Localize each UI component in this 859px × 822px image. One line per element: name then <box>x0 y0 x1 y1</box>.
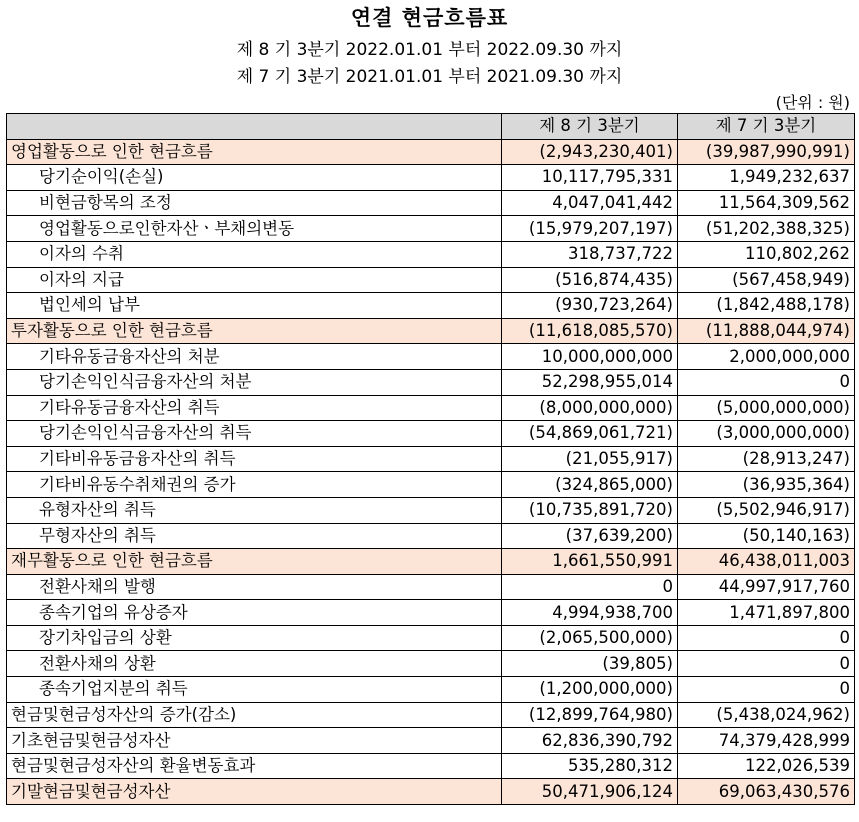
value-current: 50,471,906,124 <box>502 779 678 805</box>
value-prior: (28,913,247) <box>678 446 855 472</box>
table-row <box>7 574 855 600</box>
value-current: 1,661,550,991 <box>502 549 678 575</box>
row-label: 법인세의 납부 <box>7 293 502 319</box>
value-current: (39,805) <box>502 651 678 677</box>
table-row <box>7 651 855 677</box>
value-current: (930,723,264) <box>502 293 678 319</box>
value-current: 62,836,390,792 <box>502 728 678 754</box>
value-current: 535,280,312 <box>502 753 678 779</box>
table-row <box>7 190 855 216</box>
value-current: (21,055,917) <box>502 446 678 472</box>
value-prior: (3,000,000,000) <box>678 421 855 447</box>
table-header-row <box>7 114 855 140</box>
row-label: 기타유동금융자산의 취득 <box>7 395 502 421</box>
value-prior: (51,202,388,325) <box>678 216 855 242</box>
value-prior: 122,026,539 <box>678 753 855 779</box>
table-row <box>7 549 855 575</box>
row-label: 현금및현금성자산의 증가(감소) <box>7 702 502 728</box>
row-label: 이자의 지급 <box>7 267 502 293</box>
value-current: (2,065,500,000) <box>502 625 678 651</box>
table-row <box>7 702 855 728</box>
value-current: 52,298,955,014 <box>502 369 678 395</box>
row-label: 전환사채의 상환 <box>7 651 502 677</box>
value-current: (2,943,230,401) <box>502 139 678 165</box>
row-label: 유형자산의 취득 <box>7 497 502 523</box>
row-label: 투자활동으로 인한 현금흐름 <box>7 318 502 344</box>
row-label: 전환사채의 발행 <box>7 574 502 600</box>
unit-label: (단위 : 원) <box>775 93 850 112</box>
period-prior: 제 7 기 3분기 2021.01.01 부터 2021.09.30 까지 <box>236 67 623 87</box>
table-row <box>7 728 855 754</box>
value-prior: (11,888,044,974) <box>678 318 855 344</box>
value-prior: (5,438,024,962) <box>678 702 855 728</box>
table-row <box>7 165 855 191</box>
value-current: (1,200,000,000) <box>502 677 678 703</box>
value-current: (37,639,200) <box>502 523 678 549</box>
row-label: 기초현금및현금성자산 <box>7 728 502 754</box>
table-row <box>7 395 855 421</box>
row-label: 영업활동으로 인한 현금흐름 <box>7 139 502 165</box>
value-prior: 0 <box>678 677 855 703</box>
row-label: 종속기업의 유상증자 <box>7 600 502 626</box>
row-label: 기타비유동금융자산의 취득 <box>7 446 502 472</box>
table-row <box>7 216 855 242</box>
value-current: (516,874,435) <box>502 267 678 293</box>
row-label: 기타유동금융자산의 처분 <box>7 344 502 370</box>
value-prior: (39,987,990,991) <box>678 139 855 165</box>
value-current: 10,117,795,331 <box>502 165 678 191</box>
value-prior: (1,842,488,178) <box>678 293 855 319</box>
table-row <box>7 267 855 293</box>
row-label: 당기순이익(손실) <box>7 165 502 191</box>
row-label: 비현금항목의 조정 <box>7 190 502 216</box>
row-label: 영업활동으로인한자산ㆍ부채의변동 <box>7 216 502 242</box>
row-label: 장기차입금의 상환 <box>7 625 502 651</box>
value-prior: (36,935,364) <box>678 472 855 498</box>
row-label: 재무활동으로 인한 현금흐름 <box>7 549 502 575</box>
value-current: 10,000,000,000 <box>502 344 678 370</box>
value-prior: (50,140,163) <box>678 523 855 549</box>
header-prior-period: 제 7 기 3분기 <box>678 114 855 140</box>
value-prior: 74,379,428,999 <box>678 728 855 754</box>
header-current-period: 제 8 기 3분기 <box>502 114 678 140</box>
table-row <box>7 318 855 344</box>
table-row <box>7 779 855 805</box>
value-current: 318,737,722 <box>502 241 678 267</box>
header-label-cell <box>7 114 502 140</box>
row-label: 이자의 수취 <box>7 241 502 267</box>
table-row <box>7 446 855 472</box>
cash-flow-table <box>6 113 855 805</box>
value-current: 4,994,938,700 <box>502 600 678 626</box>
value-prior: 46,438,011,003 <box>678 549 855 575</box>
row-label: 당기손익인식금융자산의 처분 <box>7 369 502 395</box>
value-prior: 69,063,430,576 <box>678 779 855 805</box>
value-prior: 0 <box>678 369 855 395</box>
value-prior: (567,458,949) <box>678 267 855 293</box>
table-row <box>7 369 855 395</box>
value-prior: (5,502,946,917) <box>678 497 855 523</box>
value-prior: 0 <box>678 651 855 677</box>
table-row <box>7 241 855 267</box>
table-row <box>7 293 855 319</box>
table-row <box>7 677 855 703</box>
table-row <box>7 497 855 523</box>
row-label: 현금및현금성자산의 환율변동효과 <box>7 753 502 779</box>
value-current: (10,735,891,720) <box>502 497 678 523</box>
value-current: (12,899,764,980) <box>502 702 678 728</box>
value-prior: 2,000,000,000 <box>678 344 855 370</box>
value-prior: 44,997,917,760 <box>678 574 855 600</box>
table-row <box>7 344 855 370</box>
row-label: 무형자산의 취득 <box>7 523 502 549</box>
statement-title: 연결 현금흐름표 <box>350 6 509 30</box>
value-current: (8,000,000,000) <box>502 395 678 421</box>
table-row <box>7 523 855 549</box>
table-row <box>7 139 855 165</box>
table-row <box>7 600 855 626</box>
value-prior: 0 <box>678 625 855 651</box>
table-row <box>7 472 855 498</box>
table-row <box>7 753 855 779</box>
row-label: 기타비유동수취채권의 증가 <box>7 472 502 498</box>
period-current: 제 8 기 3분기 2022.01.01 부터 2022.09.30 까지 <box>236 40 623 60</box>
value-current: (15,979,207,197) <box>502 216 678 242</box>
value-prior: 110,802,262 <box>678 241 855 267</box>
value-current: (11,618,085,570) <box>502 318 678 344</box>
value-current: (54,869,061,721) <box>502 421 678 447</box>
value-prior: 11,564,309,562 <box>678 190 855 216</box>
value-prior: (5,000,000,000) <box>678 395 855 421</box>
value-prior: 1,949,232,637 <box>678 165 855 191</box>
value-current: 0 <box>502 574 678 600</box>
value-prior: 1,471,897,800 <box>678 600 855 626</box>
table-row <box>7 625 855 651</box>
value-current: (324,865,000) <box>502 472 678 498</box>
value-current: 4,047,041,442 <box>502 190 678 216</box>
row-label: 당기손익인식금융자산의 취득 <box>7 421 502 447</box>
row-label: 종속기업지분의 취득 <box>7 677 502 703</box>
row-label: 기말현금및현금성자산 <box>7 779 502 805</box>
table-row <box>7 421 855 447</box>
